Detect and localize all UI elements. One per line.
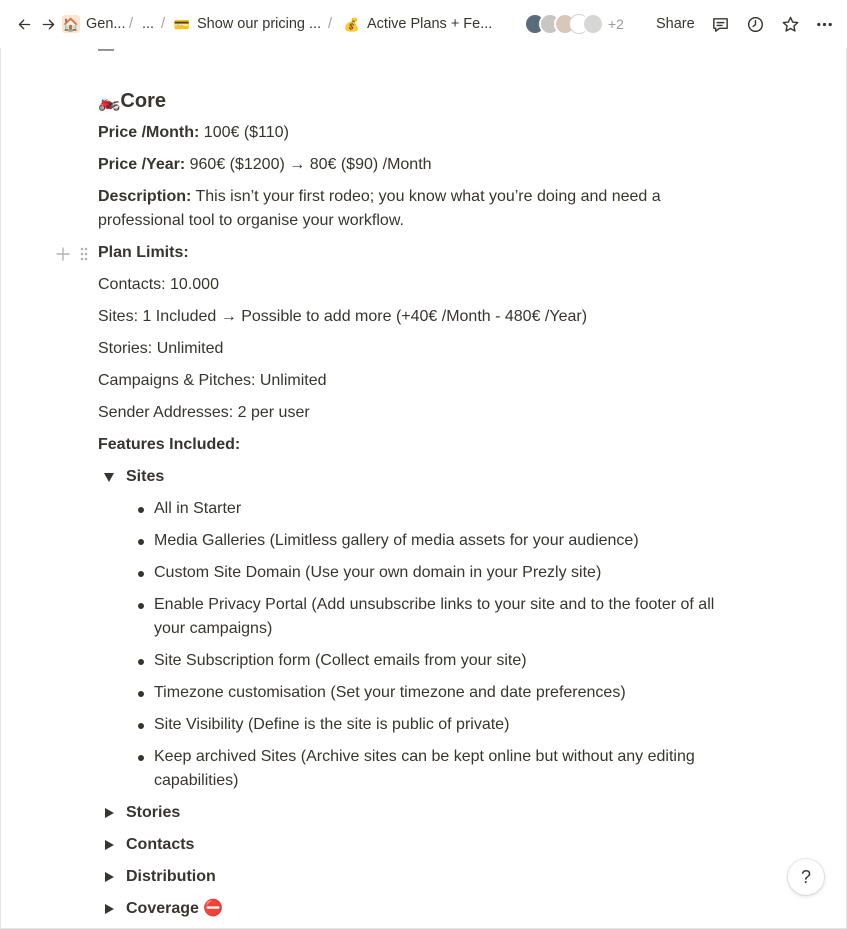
- toggle-label: Coverage ⛔: [126, 900, 224, 917]
- collaborators-count: +2: [608, 16, 624, 32]
- price-month-value: 100€ ($110): [199, 124, 289, 141]
- price-year-line[interactable]: [98, 153, 432, 177]
- breadcrumb-label: Show our pricing ...: [197, 16, 322, 32]
- breadcrumb-label: Active Plans + Fe...: [367, 16, 493, 32]
- motorcycle-emoji-icon: 🏍️: [98, 91, 121, 111]
- collaborators[interactable]: [524, 12, 624, 36]
- list-item-text: Site Visibility (Define is the site is public of private): [154, 716, 510, 733]
- breadcrumb-label: ...: [142, 16, 155, 32]
- breadcrumb-separator: /: [328, 16, 333, 32]
- list-item-text: All in Starter: [154, 500, 242, 517]
- topbar: [0, 0, 847, 48]
- home-emoji-icon: 🏠: [62, 16, 80, 32]
- breadcrumb-item-pricing[interactable]: [173, 12, 321, 36]
- plan-heading[interactable]: [98, 88, 166, 114]
- breadcrumb-item-ellipsis[interactable]: [142, 12, 154, 36]
- more-options-icon[interactable]: [813, 12, 835, 36]
- divider-remnant: —: [98, 41, 114, 58]
- toggle-label: Stories: [126, 804, 181, 821]
- list-item[interactable]: [154, 497, 734, 521]
- block-handle[interactable]: [55, 244, 89, 264]
- bullet-dot: [138, 539, 144, 545]
- triangle-right-icon[interactable]: [105, 840, 114, 850]
- list-item-text: Custom Site Domain (Use your own domain in your Prezly site): [154, 564, 602, 581]
- list-item[interactable]: [154, 593, 734, 641]
- plan-title: Core: [120, 90, 166, 112]
- back-arrow-icon[interactable]: [13, 12, 35, 36]
- triangle-down-icon[interactable]: [104, 473, 114, 482]
- add-block-icon[interactable]: [55, 246, 71, 262]
- toggle-contacts[interactable]: [98, 833, 298, 857]
- list-item[interactable]: [154, 713, 734, 737]
- limit-line[interactable]: Stories: Unlimited: [98, 340, 224, 357]
- list-item-text: Media Galleries (Limitless gallery of media assets for your audience): [154, 532, 639, 549]
- bullet-dot: [138, 723, 144, 729]
- breadcrumb-separator: /: [129, 16, 134, 32]
- limit-line[interactable]: Sender Addresses: 2 per user: [98, 404, 310, 421]
- price-month-label: Price /Month:: [98, 124, 200, 141]
- help-button[interactable]: ?: [788, 859, 824, 895]
- features-label: Features Included:: [98, 436, 241, 453]
- limit-line[interactable]: Contacts: 10.000: [98, 276, 219, 293]
- limit-line[interactable]: Campaigns & Pitches: Unlimited: [98, 372, 327, 389]
- bullet-dot: [138, 571, 144, 577]
- toggle-label: Contacts: [126, 836, 195, 853]
- bullet-dot: [138, 755, 144, 761]
- features-heading[interactable]: [98, 433, 240, 457]
- list-item[interactable]: [154, 681, 734, 705]
- price-month-line[interactable]: [98, 121, 289, 145]
- avatar: [582, 13, 604, 35]
- bullet-dot: [138, 603, 144, 609]
- triangle-right-icon[interactable]: [105, 904, 114, 914]
- drag-handle-icon[interactable]: [79, 246, 89, 262]
- toggle-coverage[interactable]: [98, 897, 298, 921]
- toggle-distribution[interactable]: [98, 865, 298, 889]
- breadcrumb-label: Gen...: [86, 16, 126, 32]
- description-line[interactable]: [98, 185, 698, 233]
- list-item[interactable]: [154, 649, 734, 673]
- triangle-right-icon[interactable]: [105, 872, 114, 882]
- plan-limits-label: Plan Limits:: [98, 244, 189, 261]
- toggle-label: Distribution: [126, 868, 216, 885]
- share-button[interactable]: Share: [656, 16, 695, 32]
- limit-line[interactable]: Sites: 1 Included → Possible to add more (+40€ /Month - 480€ /Year): [98, 308, 588, 325]
- toggle-stories[interactable]: [98, 801, 298, 825]
- toggle-sites[interactable]: [98, 465, 298, 489]
- list-item-text: Timezone customisation (Set your timezone and date preferences): [154, 684, 626, 701]
- bullet-dot: [138, 659, 144, 665]
- list-item[interactable]: [154, 561, 734, 585]
- breadcrumb-separator: /: [161, 16, 166, 32]
- list-item[interactable]: [154, 529, 734, 553]
- triangle-right-icon[interactable]: [105, 808, 114, 818]
- toggle-label: Sites: [126, 468, 165, 485]
- money-bag-emoji-icon: 💰: [343, 16, 361, 32]
- description-label: Description:: [98, 188, 192, 205]
- breadcrumb-item-home[interactable]: [62, 12, 126, 36]
- credit-card-emoji-icon: 💳: [173, 16, 191, 32]
- list-item-text: Enable Privacy Portal (Add unsubscribe links to your site and to the footer of all your campaigns): [154, 596, 715, 637]
- list-item-text: Site Subscription form (Collect emails from your site): [154, 652, 527, 669]
- description-value: This isn’t your first rodeo; you know what you’re doing and need a professional tool to organise your workflow.: [98, 188, 661, 229]
- bullet-dot: [138, 507, 144, 513]
- comment-icon[interactable]: [709, 12, 731, 36]
- star-icon[interactable]: [779, 12, 801, 36]
- price-year-label: Price /Year:: [98, 156, 186, 173]
- clock-history-icon[interactable]: [744, 12, 766, 36]
- list-item[interactable]: [154, 745, 734, 793]
- price-year-value: 960€ ($1200) → 80€ ($90) /Month: [185, 156, 432, 173]
- plan-limits-heading[interactable]: [98, 241, 189, 265]
- list-item-text: Keep archived Sites (Archive sites can be kept online but without any editing capabilities): [154, 748, 695, 789]
- forward-arrow-icon[interactable]: [37, 12, 59, 36]
- bullet-dot: [138, 691, 144, 697]
- breadcrumb-item-active-plans[interactable]: [343, 12, 492, 36]
